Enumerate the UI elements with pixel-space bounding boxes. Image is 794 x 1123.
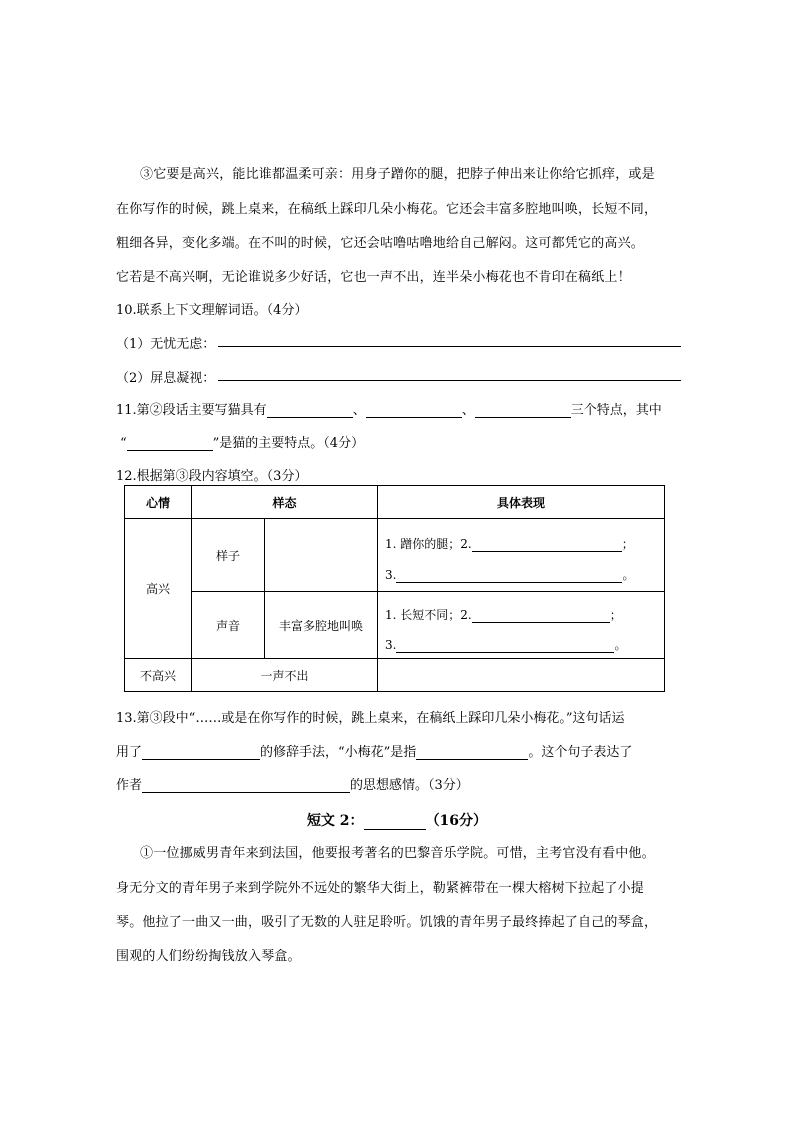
q13-line2-b: 的修辞手法，“小梅花”是指 [260,745,417,760]
look-details-box [378,519,664,591]
q10-item1-answer-line[interactable] [218,346,681,347]
q11-sep1: 、 [352,403,366,418]
header-details: 具体表现 [378,486,665,519]
passage2-para1-line2: 身无分文的青年男子来到学院外不远处的繁华大街上，勒紧裤带在一棵大榕树下拉起了小提 [116,881,645,896]
header-mood: 心情 [125,486,192,519]
passage2-para1-line3: 琴。他拉了一曲又一曲，吸引了无数的人驻足聆听。饥饿的青年男子最终捧起了自己的琴盒， [116,915,658,930]
q11-blank-1[interactable] [267,403,353,418]
look-blank-3[interactable] [396,570,622,583]
q11-suffix: 三个特点，其中 [570,403,662,418]
passage1-para3-line3: 粗细各异，变化多端。在不叫的时候，它还会咕噜咕噜地给自己解闷。这可都凭它的高兴。 [116,236,645,251]
q11-open-quote: “ [120,436,127,451]
passage2-title-a: 短文 2： [306,813,364,829]
passage2-title-blank[interactable] [364,817,426,830]
q13-line3 [116,774,469,793]
q13-blank-feeling[interactable] [142,778,350,793]
sound-details-box [378,592,664,658]
sound-blank-2[interactable] [472,610,610,623]
sound-blank-3[interactable] [396,640,614,653]
cell-mood-happy: 高兴 [125,519,192,659]
sound-line1-text: 1. 长短不同；2. [385,608,472,622]
q13-line3-a: 作者 [116,778,143,793]
q13-line3-b: 的思想感情。（3分） [350,778,469,793]
look-blank-2[interactable] [472,539,622,552]
q12-stem: 12.根据第③段内容填空。（3分） [116,469,308,484]
q10-item1-label: （1）无忧无虑： [116,337,216,352]
look-line1-end: ； [621,537,634,551]
q11-line2-rest: ”是猫的主要特点。（4分） [212,436,365,451]
sound-details-line1 [385,606,622,623]
passage2-para1-line1: ①一位挪威男青年来到法国，他要报考著名的巴黎音乐学院。可惜，主考官没有看中他。 [140,846,655,861]
cell-look-value[interactable] [265,519,378,592]
q13-line2 [116,741,632,760]
q12-table [124,485,665,692]
look-details-line1 [385,535,634,552]
cell-unhappy-details[interactable] [378,659,665,692]
passage1-para3-line1: ③它要是高兴，能比谁都温柔可亲：用身子蹭你的腿，把脖子伸出来让你给它抓痒，或是 [140,167,655,182]
cell-look-label: 样子 [192,519,265,592]
q11-blank-2[interactable] [366,403,462,418]
q13-line1: 13.第③段中“……或是在你写作的时候，跳上桌来，在稿纸上踩印几朵小梅花。”这句话运 [116,711,625,726]
q13-blank-rhetoric[interactable] [142,745,260,760]
q10-item2-answer-line[interactable] [218,380,681,381]
passage1-para3-line4: 它若是不高兴啊，无论谁说多少好话，它也一声不出，连半朵小梅花也不肯印在稿纸上！ [116,270,631,285]
q13-blank-meaning[interactable] [416,745,528,760]
q10-stem: 10.联系上下文理解词语。（4分） [116,303,308,318]
passage2-title-b: （16分） [425,813,488,829]
cell-unhappy-value: 一声不出 [192,659,378,692]
q13-line2-a: 用了 [116,745,143,760]
q11-line2 [120,432,364,451]
q10-item2-label: （2）屏息凝视： [116,371,216,386]
look-line2-end: 。 [622,568,635,582]
sound-line2-end: 。 [614,638,627,652]
q11-blank-4[interactable] [127,436,213,451]
cell-sound-details [378,592,665,659]
cell-sound-value: 丰富多腔地叫唤 [265,592,378,659]
q11-prefix: 11.第②段话主要写猫具有 [116,403,267,418]
look-line1-text: 1. 蹭你的腿；2. [385,537,472,551]
sound-line1-end: ； [609,608,622,622]
cell-sound-label: 声音 [192,592,265,659]
q13-line2-c: 。这个句子表达了 [528,745,633,760]
passage2-title [0,810,794,830]
cell-look-details [378,519,665,592]
look-line2-text: 3. [385,568,397,582]
q11-line1 [116,399,662,418]
passage1-para3-line2: 在你写作的时候，跳上桌来，在稿纸上踩印几朵小梅花。它还会丰富多腔地叫唤，长短不同， [116,202,658,217]
cell-mood-unhappy: 不高兴 [125,659,192,692]
passage2-para1-line4: 围观的人们纷纷掏钱放入琴盒。 [116,949,301,964]
q11-blank-3[interactable] [475,403,571,418]
sound-details-line2 [385,636,626,653]
sound-line2-text: 3. [385,638,397,652]
look-details-line2 [385,566,634,583]
q11-sep2: 、 [461,403,475,418]
header-appearance: 样态 [192,486,378,519]
